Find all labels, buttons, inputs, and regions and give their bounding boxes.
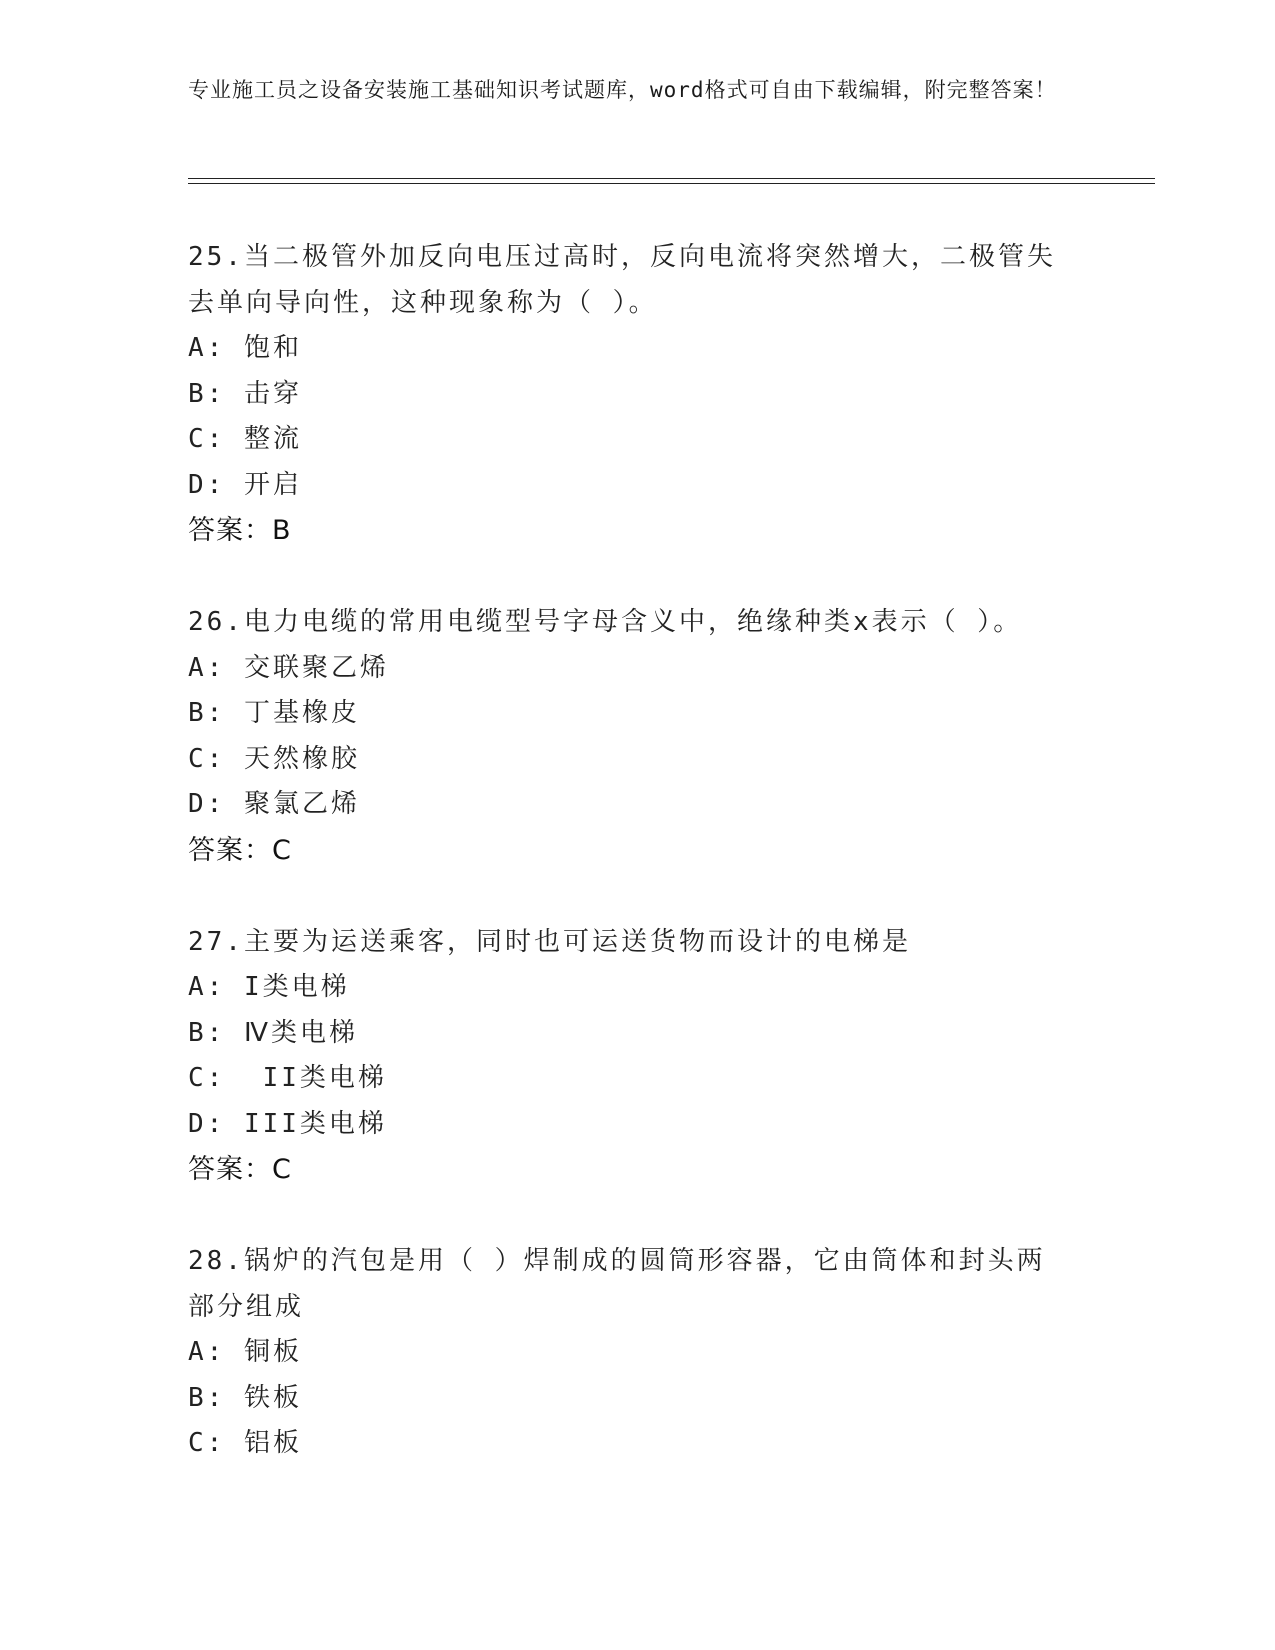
option-c (188, 737, 1088, 783)
question-list (188, 235, 1088, 1513)
option-text: 丁基橡皮 (243, 698, 360, 728)
option-text: 铝板 (243, 1428, 302, 1458)
option-letter: C: (188, 1428, 226, 1458)
question-stem (188, 1239, 1068, 1330)
header-divider-top (188, 178, 1155, 179)
option-letter: D: (188, 469, 226, 500)
question-stem (188, 600, 1068, 646)
option-d (188, 782, 1088, 828)
question-number: 26. (188, 607, 244, 637)
option-text: 铜板 (243, 1337, 302, 1367)
option-text: Ⅳ类电梯 (243, 1017, 358, 1048)
option-letter: A: (188, 333, 226, 363)
option-b (188, 691, 1088, 737)
option-text: 开启 (243, 469, 302, 500)
option-letter: A: (188, 972, 226, 1002)
option-d (188, 1102, 1088, 1148)
answer-label: 答案：C (188, 1154, 292, 1185)
question-stem (188, 235, 1068, 326)
question-28 (188, 1239, 1088, 1467)
question-text: 电力电缆的常用电缆型号字母含义中，绝缘种类x表示（ ）。 (243, 607, 1023, 637)
question-26 (188, 600, 1088, 874)
option-letter: B: (188, 378, 226, 409)
option-c (188, 1421, 1088, 1467)
option-letter: D: (188, 789, 226, 819)
option-text: III类电梯 (243, 1108, 387, 1139)
option-letter: C: (188, 1063, 226, 1093)
question-27 (188, 920, 1088, 1194)
answer-label: 答案：C (188, 834, 292, 866)
option-b (188, 1376, 1088, 1422)
option-text: 交联聚乙烯 (243, 652, 389, 683)
option-b (188, 372, 1088, 418)
option-letter: B: (188, 1382, 226, 1413)
option-text: 天然橡胶 (243, 743, 360, 774)
header-title: 专业施工员之设备安装施工基础知识考试题库，word格式可自由下载编辑，附完整答案！ (188, 78, 1057, 102)
question-number: 25. (188, 242, 244, 272)
option-text: 整流 (243, 424, 302, 454)
question-text: 锅炉的汽包是用（ ）焊制成的圆筒形容器，它由筒体和封头两部分组成 (188, 1246, 1046, 1322)
option-a (188, 1330, 1088, 1376)
question-number: 28. (188, 1246, 244, 1276)
option-a (188, 965, 1088, 1011)
answer-label: 答案：B (188, 515, 292, 546)
option-letter: B: (188, 1017, 226, 1048)
question-text: 当二极管外加反向电压过高时，反向电流将突然增大，二极管失去单向导向性，这种现象称为（ ）。 (188, 242, 1056, 318)
option-letter: D: (188, 1108, 226, 1139)
option-c (188, 1056, 1088, 1102)
option-text: 饱和 (243, 333, 302, 363)
option-a (188, 326, 1088, 372)
document-header (188, 74, 1068, 106)
option-text: 击穿 (243, 378, 302, 409)
option-text: 聚氯乙烯 (243, 789, 360, 819)
header-divider-bottom (188, 183, 1155, 184)
option-letter: C: (188, 743, 226, 774)
option-text: 铁板 (243, 1382, 302, 1413)
option-letter: C: (188, 424, 226, 454)
question-text: 主要为运送乘客，同时也可运送货物而设计的电梯是 (243, 926, 911, 957)
option-letter: B: (188, 698, 226, 728)
option-text: I类电梯 (243, 972, 350, 1002)
option-letter: A: (188, 652, 226, 683)
option-letter: A: (188, 1337, 226, 1367)
question-number: 27. (188, 926, 244, 957)
question-25 (188, 235, 1088, 554)
option-d (188, 463, 1088, 509)
option-b (188, 1011, 1088, 1057)
question-stem (188, 920, 1068, 966)
option-text: II类电梯 (243, 1063, 387, 1093)
option-a (188, 646, 1088, 692)
option-c (188, 417, 1088, 463)
